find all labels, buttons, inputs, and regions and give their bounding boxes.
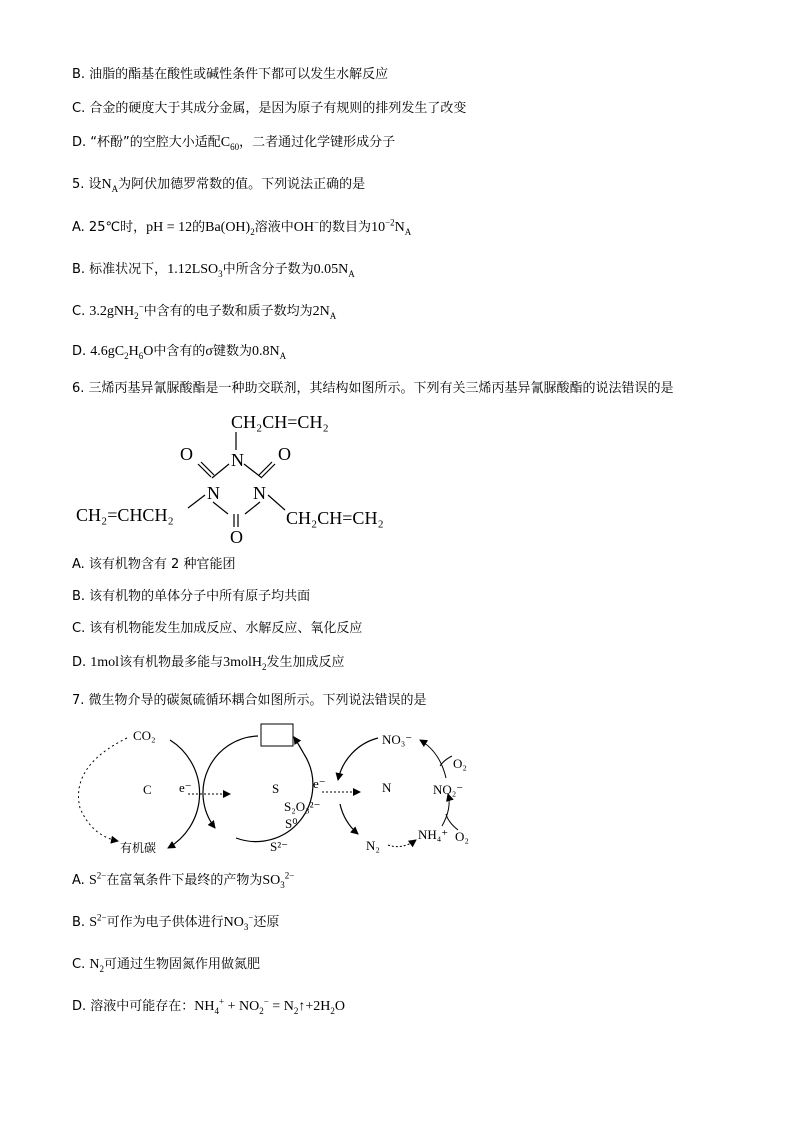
carbon-nitrogen-sulfur-cycle-diagram [0, 718, 794, 868]
q6-option-b: B. 该有机物的单体分子中所有原子均共面 [72, 589, 311, 604]
q6-option-d: D. 1mol该有机物最多能与3molH$_2$发生加成反应 [72, 655, 345, 672]
right-chain-label: CH₂CH=CH₂ [286, 508, 384, 528]
q6-option-a: A. 该有机物含有 2 种官能团 [72, 557, 236, 572]
co2-label: CO₂ [133, 728, 156, 743]
q7-stem: 7. 微生物介导的碳氮硫循环耦合如图所示。下列说法错误的是 [72, 693, 427, 708]
q7-option-c: C. $N_2$可通过生物固氮作用做氮肥 [72, 957, 260, 974]
electron-label-right: e⁻ [313, 776, 326, 791]
blank-box [261, 724, 293, 746]
nitrogen-label-right: N [253, 483, 266, 503]
thiosulfate-label: S₂O₃²⁻ [284, 799, 321, 814]
q4-option-b: B. 油脂的酯基在酸性或碱性条件下都可以发生水解反应 [72, 67, 389, 82]
q7-option-d: D. 溶液中可能存在：$NH_4^+ + NO_2^-$ = $N_2↑+2H_2O$ [72, 996, 345, 1016]
q6-option-c: C. 该有机物能发生加成反应、水解反应、氧化反应 [72, 621, 363, 636]
q7-option-b: B. $S^{2-}$可作为电子供体进行$NO_3^-$还原 [72, 912, 280, 932]
q7-option-a: A. $S^{2-}$在富氧条件下最终的产物为$SO_3^{2-}$ [72, 870, 295, 890]
carbon-label: C [143, 782, 152, 797]
q4-option-d: D. “杯酚”的空腔大小适配$C_{60}$，二者通过化学键形成分子 [72, 135, 396, 152]
q6-stem: 6. 三烯丙基异氰脲酸酯是一种助交联剂，其结构如图所示。下列有关三烯丙基异氰脲酸酯的说法错误的是 [72, 381, 674, 396]
q5-option-b: B. 标准状况下，$1.12LSO_3$中所含分子数为$0.05N_A$ [72, 262, 355, 279]
top-chain-label: CH₂CH=CH₂ [231, 412, 329, 432]
left-chain-label: CH₂=CHCH₂ [76, 505, 174, 525]
oxygen-label-right: O [278, 444, 291, 464]
nitrogen-label-left: N [207, 483, 220, 503]
q5-option-c: C. 3.2gNH$_2$−中含有的电子数和质子数均为$2N_A$ [72, 301, 337, 321]
elemental-sulfur-label: S⁰ [285, 816, 298, 831]
q5-option-a: A. 25℃时，pH = 12的$Ba(OH)_2$溶液中OH−的数目为$10^{-2}N_A$ [72, 217, 412, 237]
q5-stem: 5. 设$N_A$为阿伏加德罗常数的值。下列说法正确的是 [72, 177, 366, 194]
organic-carbon-label: 有机碳 [120, 841, 157, 855]
oxygen-label-bottom: O [230, 527, 243, 547]
sulfur-label: S [272, 781, 280, 796]
electron-label-left: e⁻ [179, 780, 192, 795]
q5-option-d: D. $4.6gC_2H_6O$中含有的σ键数为$0.8N_A$ [72, 344, 287, 361]
ammonium-label: NH₄⁺ [418, 827, 449, 842]
n2-label: N₂ [366, 838, 380, 853]
q4-option-c: C. 合金的硬度大于其成分金属，是因为原子有规则的排列发生了改变 [72, 101, 467, 116]
nitrogen-label-top: N [231, 450, 244, 470]
oxygen-label-left: O [180, 444, 193, 464]
nitrite-label: NO₂⁻ [433, 782, 464, 797]
triallyl-isocyanurate-structure [0, 400, 794, 550]
nitrate-label: NO₃⁻ [382, 732, 413, 747]
o2-label-bottom: O₂ [455, 829, 469, 844]
o2-label-top: O₂ [453, 756, 467, 771]
sulfide-label: S²⁻ [270, 839, 288, 854]
nitrogen-label: N [382, 780, 392, 795]
